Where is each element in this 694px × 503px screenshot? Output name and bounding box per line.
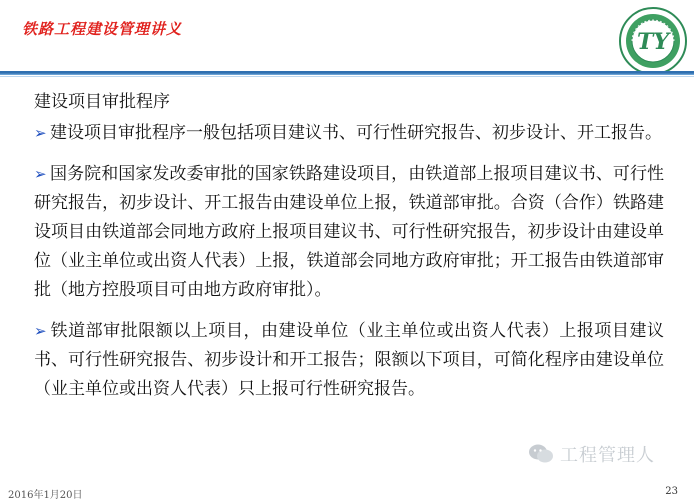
watermark-text: 工程管理人 bbox=[560, 445, 655, 466]
header-rule-accent bbox=[0, 76, 694, 77]
bullet-arrow-icon: ➢ bbox=[34, 322, 47, 340]
bullet-arrow-icon: ➢ bbox=[34, 124, 47, 142]
paragraph-text: 建设项目审批程序一般包括项目建议书、可行性研究报告、初步设计、开工报告。 bbox=[50, 123, 662, 143]
page-number: 23 bbox=[665, 486, 678, 497]
wechat-icon bbox=[528, 441, 554, 467]
bullet-arrow-icon: ➢ bbox=[34, 165, 47, 183]
paragraph-1 bbox=[34, 119, 664, 148]
header-rule bbox=[0, 71, 694, 75]
footer-date: 2016年1月20日 bbox=[8, 490, 83, 501]
company-logo-icon bbox=[618, 6, 688, 76]
paragraph-text: 国务院和国家发改委审批的国家铁路建设项目，由铁道部上报项目建议书、可行性研究报告，初步设计、开工报告由建设单位上报，铁道部审批。合资（合作）铁路建设项目由铁道部会同地方政府上报项目建议书、可行性研究报告，初步设计由建设单位（业主单位或出资人代表）上报，铁道部会同地方政府审批；开工报告由铁道部审批（地方控股项目可由地方政府审批）。 bbox=[34, 164, 664, 300]
paragraph-text: 铁道部审批限额以上项目，由建设单位（业主单位或出资人代表）上报项目建议书、可行性研究报告、初步设计和开工报告；限额以下项目，可简化程序由建设单位（业主单位或出资人代表）只上报可行性研究报告。 bbox=[34, 321, 664, 399]
logo-text: TY bbox=[636, 29, 670, 55]
header-title: 铁路工程建设管理讲义 bbox=[22, 20, 183, 38]
section-title: 建设项目审批程序 bbox=[34, 92, 170, 112]
watermark bbox=[528, 441, 655, 467]
paragraph-2 bbox=[34, 160, 664, 305]
content-body bbox=[34, 119, 664, 416]
paragraph-3 bbox=[34, 317, 664, 404]
